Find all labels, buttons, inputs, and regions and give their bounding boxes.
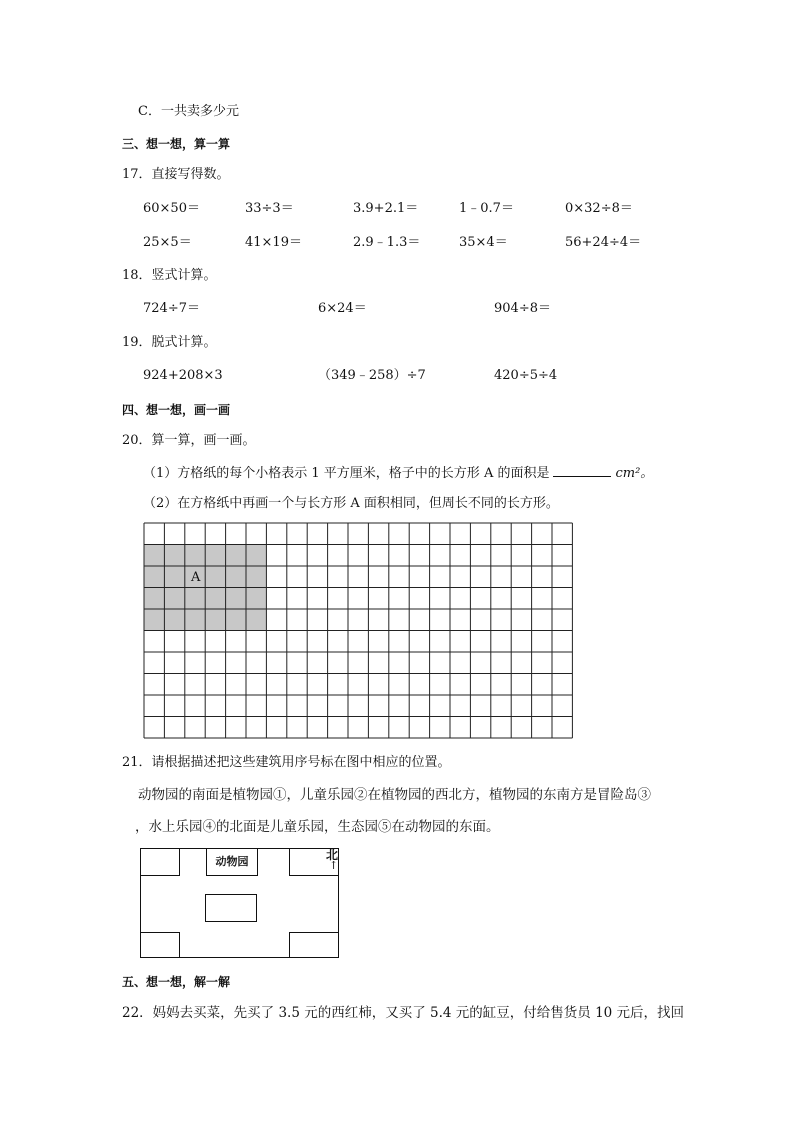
section-5-title: 五、想一想，解一解 — [122, 975, 231, 989]
north-arrow-icon: ↑ — [329, 859, 339, 872]
answer-blank[interactable] — [553, 464, 611, 477]
q17-item: 2.9﹣1.3＝ — [353, 235, 421, 250]
shaded-cell — [246, 588, 266, 610]
section-4-title: 四、想一想，画一画 — [122, 403, 231, 417]
shaded-cell — [164, 609, 184, 631]
shaded-cell — [144, 566, 164, 588]
shaded-cell — [246, 566, 266, 588]
q20-part1 — [143, 464, 653, 483]
shaded-cell — [144, 588, 164, 610]
shaded-cell — [185, 545, 205, 567]
q19-item: 924+208×3 — [143, 368, 223, 383]
shaded-cell — [226, 588, 246, 610]
shaded-cell — [226, 609, 246, 631]
map-corner-box-nw[interactable] — [140, 848, 180, 876]
q17-item: 56+24÷4＝ — [565, 235, 642, 250]
q18-item: 904÷8＝ — [494, 301, 551, 316]
zoo-map[interactable] — [140, 848, 339, 958]
shaded-cell — [205, 588, 225, 610]
q17-item: 35×4＝ — [459, 235, 508, 250]
option-c: C．一共卖多少元 — [138, 104, 239, 119]
q20-part1-text: （1）方格纸的每个小格表示 1 平方厘米，格子中的长方形 A 的面积是 — [143, 466, 550, 481]
q21-desc-line1: 动物园的南面是植物园①，儿童乐园②在植物园的西北方，植物园的东南方是冒险岛③ — [138, 787, 651, 803]
shaded-cell — [144, 609, 164, 631]
q17-item: 1﹣0.7＝ — [459, 201, 514, 216]
q21-desc-line2: ，水上乐园④的北面是儿童乐园，生态园⑤在动物园的东面。 — [135, 819, 500, 835]
shaded-cell — [205, 566, 225, 588]
shaded-cell — [185, 609, 205, 631]
q22-text: 22．妈妈去买菜，先买了 3.5 元的西红柿，又买了 5.4 元的缸豆，付给售货员 10 元后，找回 — [122, 1005, 685, 1021]
q17-item: 3.9+2.1＝ — [353, 201, 419, 216]
shaded-cell — [205, 545, 225, 567]
shaded-cell — [246, 545, 266, 567]
shaded-cell — [226, 545, 246, 567]
shaded-cell — [205, 609, 225, 631]
map-corner-box-se[interactable] — [289, 932, 339, 958]
q18-item: 724÷7＝ — [143, 301, 200, 316]
q18-item: 6×24＝ — [318, 301, 367, 316]
shaded-cell — [144, 545, 164, 567]
section-3-title: 三、想一想，算一算 — [122, 137, 231, 151]
q19-item: 420÷5÷4 — [494, 368, 558, 383]
q17-item: 0×32÷8＝ — [565, 201, 633, 216]
q17-title: 17．直接写得数。 — [122, 167, 230, 182]
rectangle-a-label: A — [191, 570, 201, 585]
square-grid[interactable] — [143, 522, 573, 740]
q17-item: 25×5＝ — [143, 235, 192, 250]
q17-item: 33÷3＝ — [245, 201, 294, 216]
map-corner-box-sw[interactable] — [140, 932, 180, 958]
q21-title: 21．请根据描述把这些建筑用序号标在图中相应的位置。 — [122, 755, 451, 770]
shaded-cell — [185, 588, 205, 610]
shaded-cell — [246, 609, 266, 631]
shaded-cell — [164, 566, 184, 588]
shaded-cell — [164, 588, 184, 610]
q20-part2: （2）在方格纸中再画一个与长方形 A 面积相同，但周长不同的长方形。 — [143, 496, 559, 511]
q20-unit: cm²。 — [615, 466, 654, 481]
q17-item: 41×19＝ — [245, 235, 302, 250]
q18-title: 18．竖式计算。 — [122, 268, 217, 283]
shaded-cell — [226, 566, 246, 588]
q17-item: 60×50＝ — [143, 201, 200, 216]
q19-title: 19．脱式计算。 — [122, 335, 217, 350]
map-center-box[interactable] — [205, 894, 257, 922]
map-zoo-box: 动物园 — [206, 848, 258, 876]
q20-title: 20．算一算，画一画。 — [122, 433, 256, 448]
north-label: 北 — [326, 848, 339, 862]
q19-item: （349﹣258）÷7 — [318, 368, 426, 383]
shaded-cell — [164, 545, 184, 567]
